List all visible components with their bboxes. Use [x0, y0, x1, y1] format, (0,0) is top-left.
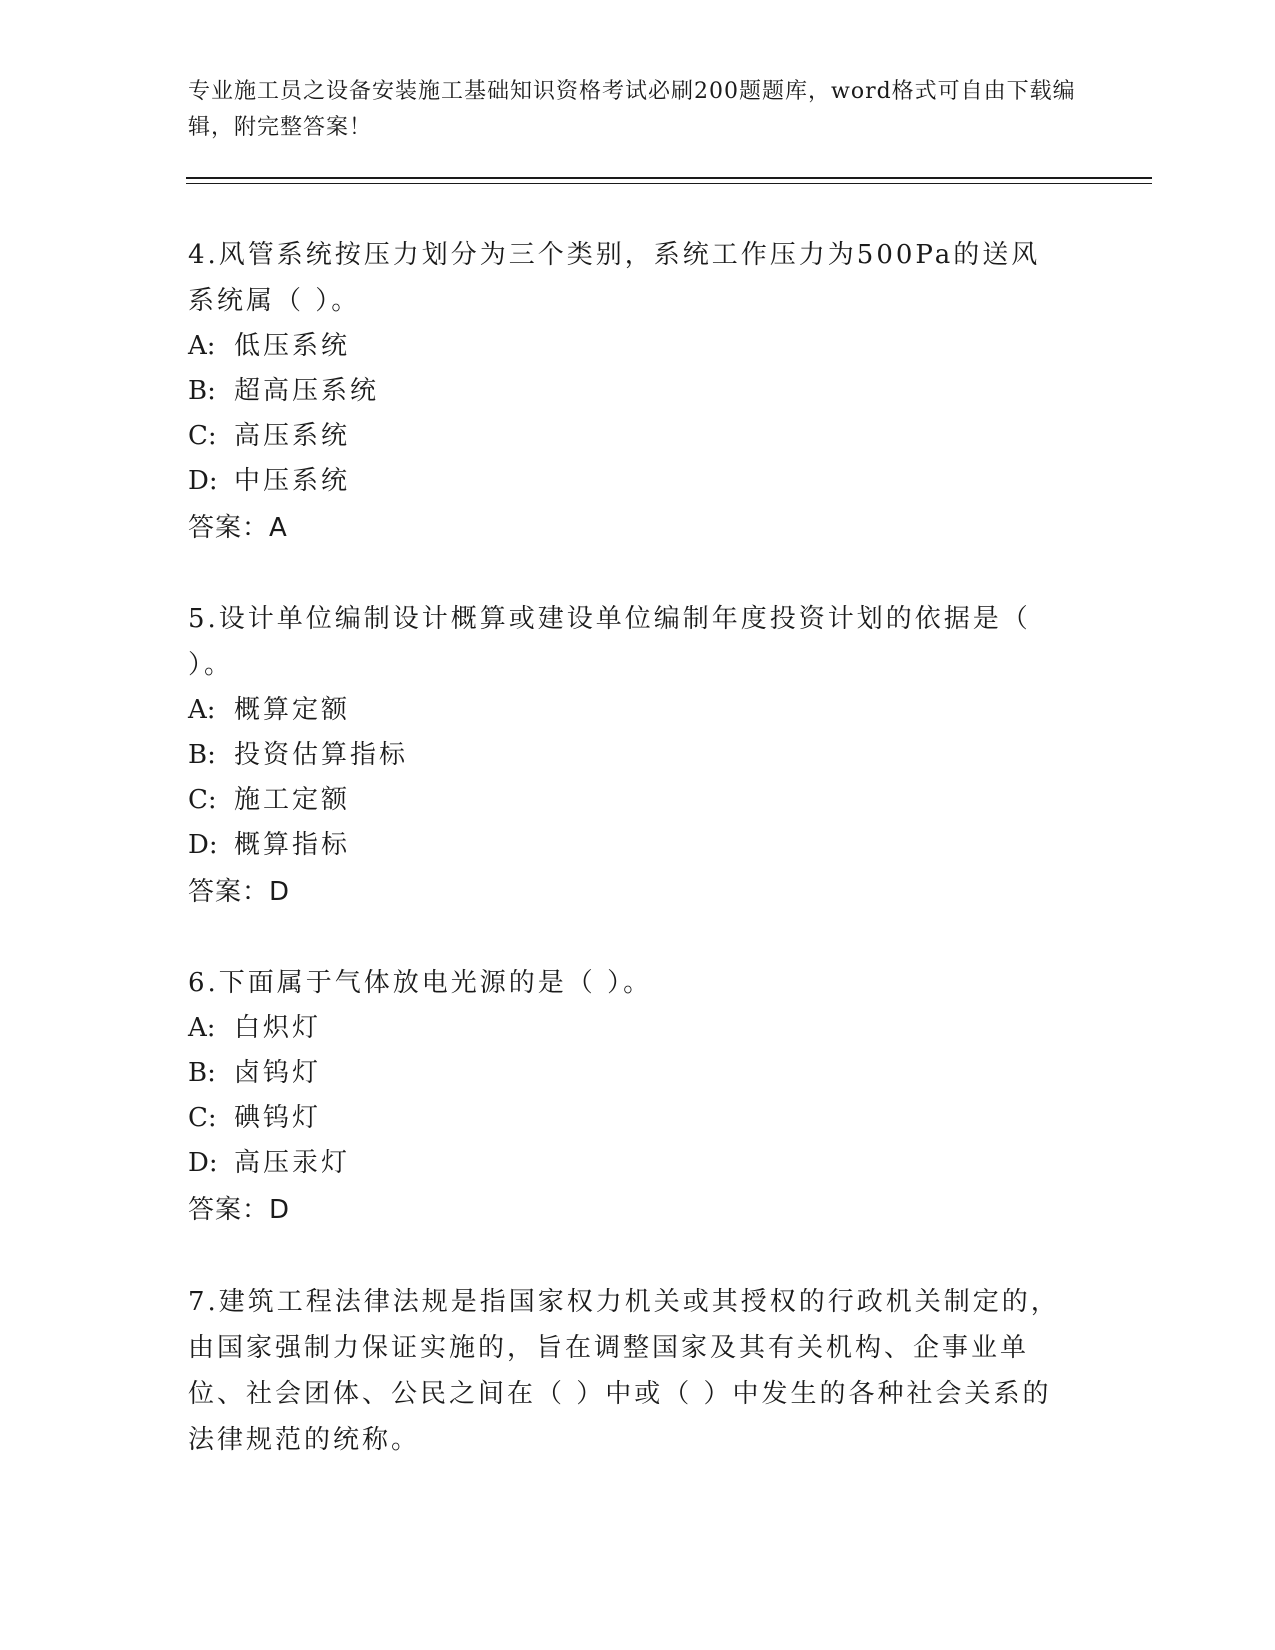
answer-line: 答案：D — [188, 1195, 291, 1225]
option-letter: B: — [188, 1058, 216, 1088]
header-divider-thick — [186, 177, 1152, 179]
option-text: 概算定额 — [234, 695, 351, 725]
option-text: 施工定额 — [234, 785, 351, 815]
option-text: 高压汞灯 — [234, 1148, 351, 1178]
question-5 — [188, 596, 1068, 916]
option-text: 中压系统 — [234, 466, 351, 496]
question-text: 5.设计单位编制设计概算或建设单位编制年度投资计划的依据是（ ）。 — [188, 604, 1031, 680]
option-c — [188, 1096, 1068, 1141]
option-letter: B: — [188, 740, 216, 770]
option-letter: C: — [188, 421, 217, 451]
option-letter: A: — [188, 331, 216, 361]
option-c — [188, 414, 1068, 459]
option-text: 高压系统 — [234, 421, 351, 451]
option-b — [188, 1051, 1068, 1096]
option-text: 卤钨灯 — [234, 1058, 322, 1088]
option-d — [188, 823, 1068, 868]
answer-line: 答案：A — [188, 513, 288, 543]
option-letter: B: — [188, 376, 216, 406]
option-text: 概算指标 — [234, 830, 351, 860]
option-d — [188, 459, 1068, 504]
header-divider-thin — [186, 183, 1152, 184]
option-b — [188, 733, 1068, 778]
document-header: 专业施工员之设备安装施工基础知识资格考试必刷200题题库，word格式可自由下载编辑，附完整答案！ — [188, 79, 1076, 140]
option-letter: D: — [188, 830, 218, 860]
option-letter: A: — [188, 695, 216, 725]
option-letter: D: — [188, 1148, 218, 1178]
option-a — [188, 324, 1068, 369]
option-text: 白炽灯 — [234, 1013, 322, 1043]
option-a — [188, 688, 1068, 733]
option-text: 碘钨灯 — [234, 1103, 322, 1133]
option-a — [188, 1006, 1068, 1051]
question-6 — [188, 960, 1068, 1234]
option-text: 低压系统 — [234, 331, 351, 361]
question-4 — [188, 232, 1068, 552]
option-d — [188, 1141, 1068, 1186]
option-text: 投资估算指标 — [234, 740, 409, 770]
question-text: 6.下面属于气体放电光源的是（ ）。 — [188, 968, 653, 998]
question-7 — [188, 1279, 1068, 1463]
question-text: 4.风管系统按压力划分为三个类别，系统工作压力为500Pa的送风系统属（ ）。 — [188, 240, 1041, 316]
option-letter: C: — [188, 1103, 217, 1133]
option-c — [188, 778, 1068, 823]
answer-line: 答案：D — [188, 877, 291, 907]
option-letter: D: — [188, 466, 218, 496]
option-text: 超高压系统 — [234, 376, 380, 406]
option-b — [188, 369, 1068, 414]
option-letter: A: — [188, 1013, 216, 1043]
question-text: 7.建筑工程法律法规是指国家权力机关或其授权的行政机关制定的，由国家强制力保证实施的，旨在调整国家及其有关机构、企事业单位、社会团体、公民之间在（ ）中或（ ）中发生的各种社会关系的法律规范的统称。 — [188, 1287, 1060, 1455]
option-letter: C: — [188, 785, 217, 815]
